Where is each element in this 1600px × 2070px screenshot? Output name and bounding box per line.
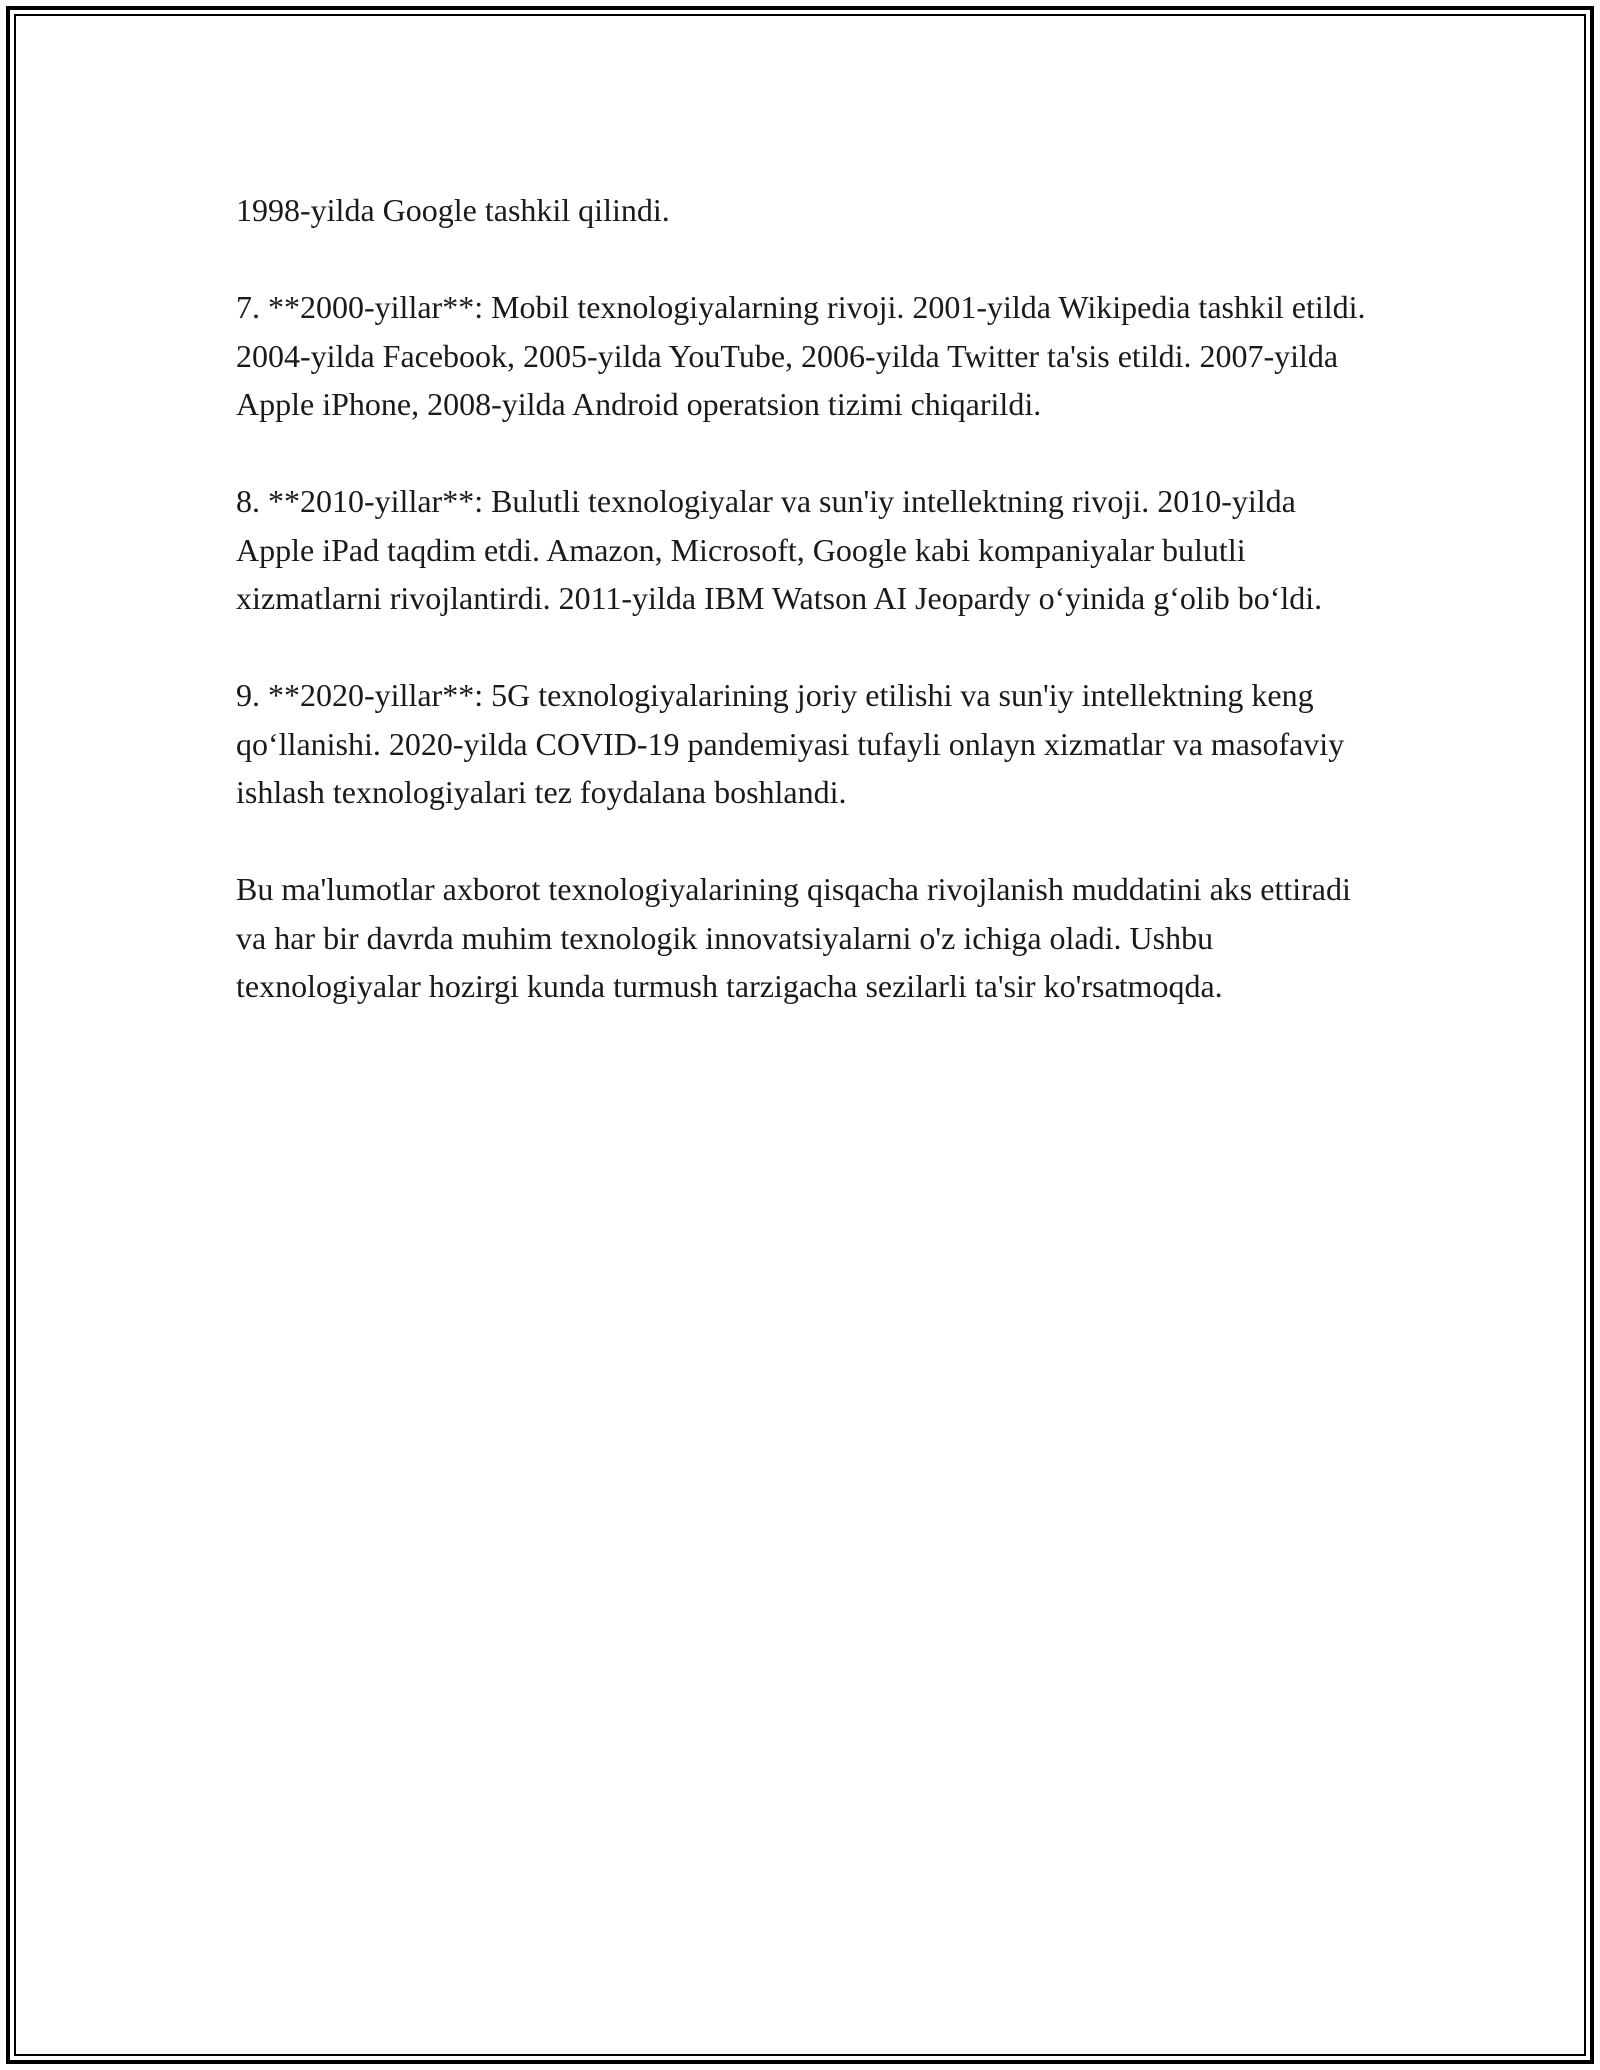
paragraph-conclusion: Bu ma'lumotlar axborot texnologiyalarining qisqacha rivojlanish muddatini aks ettiradi va har bir davrda muhim texnologik innovatsiyalarni o'z ichiga oladi. Ushbu texnologiyalar hozirgi kunda turmush tarzigacha sezilarli ta'sir ko'rsatmoqda. (236, 871, 1351, 1004)
paragraph-google-1998: 1998-yilda Google tashkil qilindi. (236, 192, 670, 228)
paragraph-2010s: 8. **2010-yillar**: Bulutli texnologiyalar va sun'iy intellektning rivoji. 2010-yilda Apple iPad taqdim etdi. Amazon, Microsoft, Google kabi kompaniyalar bulutli xizmatlarni rivojlantirdi. 2011-yilda IBM Watson AI Jeopardy o‘yinida g‘olib bo‘ldi. (236, 483, 1323, 616)
paragraph-2000s: 7. **2000-yillar**: Mobil texnologiyalarning rivoji. 2001-yilda Wikipedia tashkil etildi. 2004-yilda Facebook, 2005-yilda YouTube, 2006-yilda Twitter ta'sis etildi. 2007-yilda Apple iPhone, 2008-yilda Android operatsion tizimi chiqarildi. (236, 289, 1366, 422)
paragraph-2020s: 9. **2020-yillar**: 5G texnologiyalarining joriy etilishi va sun'iy intellektning keng qo‘llanishi. 2020-yilda COVID-19 pandemiyasi tufayli onlayn xizmatlar va masofaviy ishlash texnologiyalari tez foydalana boshlandi. (236, 677, 1345, 810)
document-body (236, 186, 1376, 1059)
